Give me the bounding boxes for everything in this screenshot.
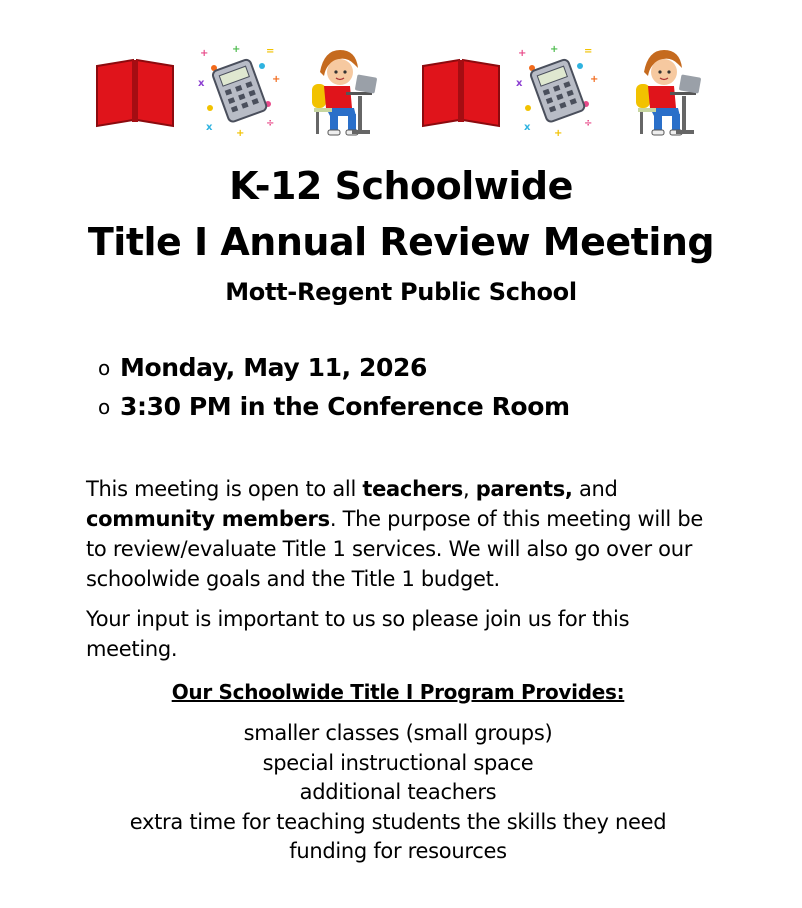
paragraph-text: and (572, 477, 618, 501)
svg-text:÷: ÷ (584, 118, 593, 129)
bullet-icon: o (98, 394, 111, 419)
emphasis-parents: parents, (475, 477, 573, 501)
student-at-laptop-icon (630, 42, 704, 138)
list-item (98, 348, 738, 387)
clipart-banner (0, 42, 802, 142)
title-line-2: Title I Annual Review Meeting (87, 220, 715, 264)
paragraph-text: . The purpose of this meeting will be to review/evaluate Title 1 services. We will also go over our schoolwide goals and the Title 1 budget. (86, 507, 703, 591)
calculator-icon (196, 42, 282, 138)
title-line-1: K-12 Schoolwide (229, 164, 573, 208)
student-at-laptop-icon (306, 42, 380, 138)
school-name: Mott-Regent Public School (225, 278, 577, 306)
provides-heading: Our Schoolwide Title I Program Provides: (171, 680, 625, 704)
calculator-icon (514, 42, 600, 138)
red-book-icon (95, 58, 175, 128)
title-block (0, 160, 802, 310)
red-book-icon (421, 58, 501, 128)
provides-list (0, 719, 796, 867)
list-item: special instructional space (262, 750, 534, 775)
emphasis-teachers: teachers (362, 477, 463, 501)
svg-text:+: + (272, 74, 281, 85)
svg-text:x: x (206, 122, 213, 133)
svg-text:+: + (554, 128, 563, 138)
intro-paragraph (86, 474, 726, 594)
meeting-time-location: 3:30 PM in the Conference Room (120, 392, 570, 421)
invitation-paragraph: Your input is important to us so please join us for this meeting. (86, 607, 630, 661)
list-item: extra time for teaching students the skills they need (129, 809, 667, 834)
svg-text:=: = (584, 46, 593, 57)
paragraph-text: , (462, 477, 476, 501)
svg-text:+: + (590, 74, 599, 85)
svg-text:+: + (518, 48, 527, 59)
svg-text:+: + (232, 44, 241, 55)
svg-text:+: + (200, 48, 209, 59)
list-item: additional teachers (299, 780, 497, 804)
svg-text:+: + (550, 44, 559, 55)
meeting-details (98, 348, 738, 426)
svg-text:=: = (266, 46, 275, 57)
svg-text:+: + (236, 128, 245, 138)
meeting-date: Monday, May 11, 2026 (120, 353, 427, 382)
paragraph-text: This meeting is open to all (86, 477, 363, 501)
svg-text:x: x (524, 122, 531, 133)
list-item: funding for resources (289, 839, 507, 863)
list-item: smaller classes (small groups) (243, 721, 553, 745)
bullet-icon: o (98, 355, 111, 380)
emphasis-community: community members (86, 507, 330, 531)
list-item (98, 387, 738, 426)
svg-text:÷: ÷ (266, 118, 275, 129)
svg-text:x: x (198, 78, 205, 89)
svg-text:x: x (516, 78, 523, 89)
